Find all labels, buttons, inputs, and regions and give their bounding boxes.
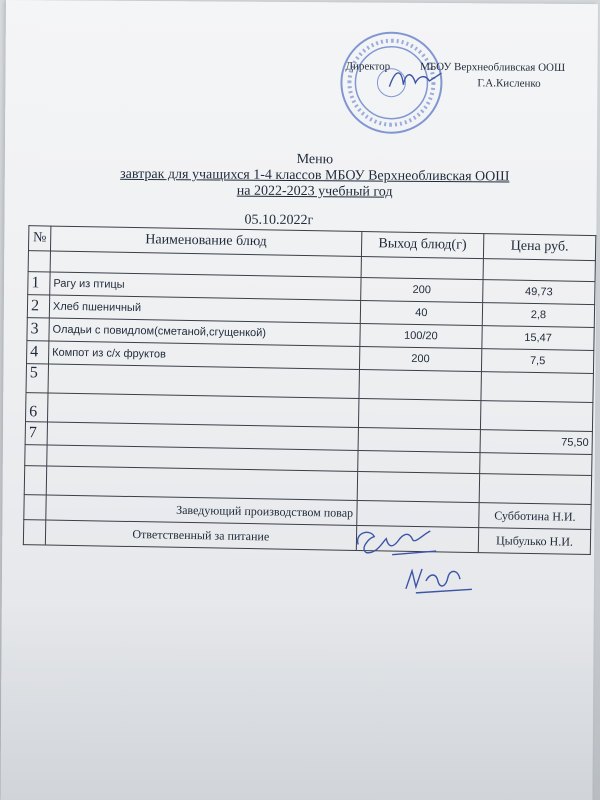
photo-shadow (0, 600, 600, 800)
dish-output: 200 (359, 346, 482, 371)
menu-title (65, 150, 565, 201)
menu-table (23, 225, 596, 555)
row-num: 3 (27, 318, 49, 341)
header-price: Цена руб. (483, 234, 595, 261)
dish-price (481, 372, 593, 403)
signature-name: Субботина Н.И. (479, 503, 591, 530)
row-num: 5 (26, 364, 48, 393)
dish-output (359, 369, 482, 400)
signature-name: Цыбулько Н.И. (478, 528, 590, 555)
row-num: 4 (27, 341, 49, 364)
menu-date: 05.10.2022г (244, 212, 314, 229)
dish-price: 7,5 (481, 349, 593, 374)
signature-role: Ответственный за питание (45, 520, 356, 550)
dish-name: Хлеб пшеничный (49, 295, 360, 323)
dish-name: Рагу из птицы (50, 272, 361, 300)
dish-output (358, 427, 481, 452)
dish-price: 49,73 (483, 280, 595, 305)
signature-role: Заведующий производством повар (46, 495, 357, 525)
row-num: 1 (28, 272, 50, 295)
dish-price: 15,47 (482, 326, 594, 351)
dish-output (358, 398, 481, 429)
school-name: МБОУ Верхнеобливская ООШ (420, 60, 566, 74)
title-breakfast: завтрак для учащихся 1-4 классов МБОУ Верхнеобливская ООШ (120, 166, 510, 185)
header-name: Наименование блюд (50, 226, 361, 256)
dish-price: 2,8 (482, 303, 594, 328)
header-num: № (28, 226, 50, 251)
dish-name: Оладьи с повидлом(сметаной,сгущенкой) (49, 318, 360, 346)
director-name: Г.А.Кисленко (477, 77, 541, 90)
responsible-signature (402, 561, 482, 598)
dish-name: Компот из с/х фруктов (48, 341, 359, 369)
title-year: на 2022-2023 учебный год (236, 183, 393, 200)
title-menu: Меню (296, 152, 334, 168)
dish-output: 100/20 (360, 323, 483, 348)
director-label: Директор (345, 60, 391, 73)
dish-price (480, 401, 592, 432)
row-num: 2 (27, 295, 49, 318)
header-output: Выход блюд(г) (361, 231, 484, 258)
total-price: 75,50 (480, 430, 592, 455)
dish-output: 40 (360, 300, 483, 325)
dish-output: 200 (360, 277, 483, 302)
row-num: 6 (25, 393, 47, 422)
approval-header (345, 60, 585, 90)
row-num: 7 (25, 422, 47, 445)
